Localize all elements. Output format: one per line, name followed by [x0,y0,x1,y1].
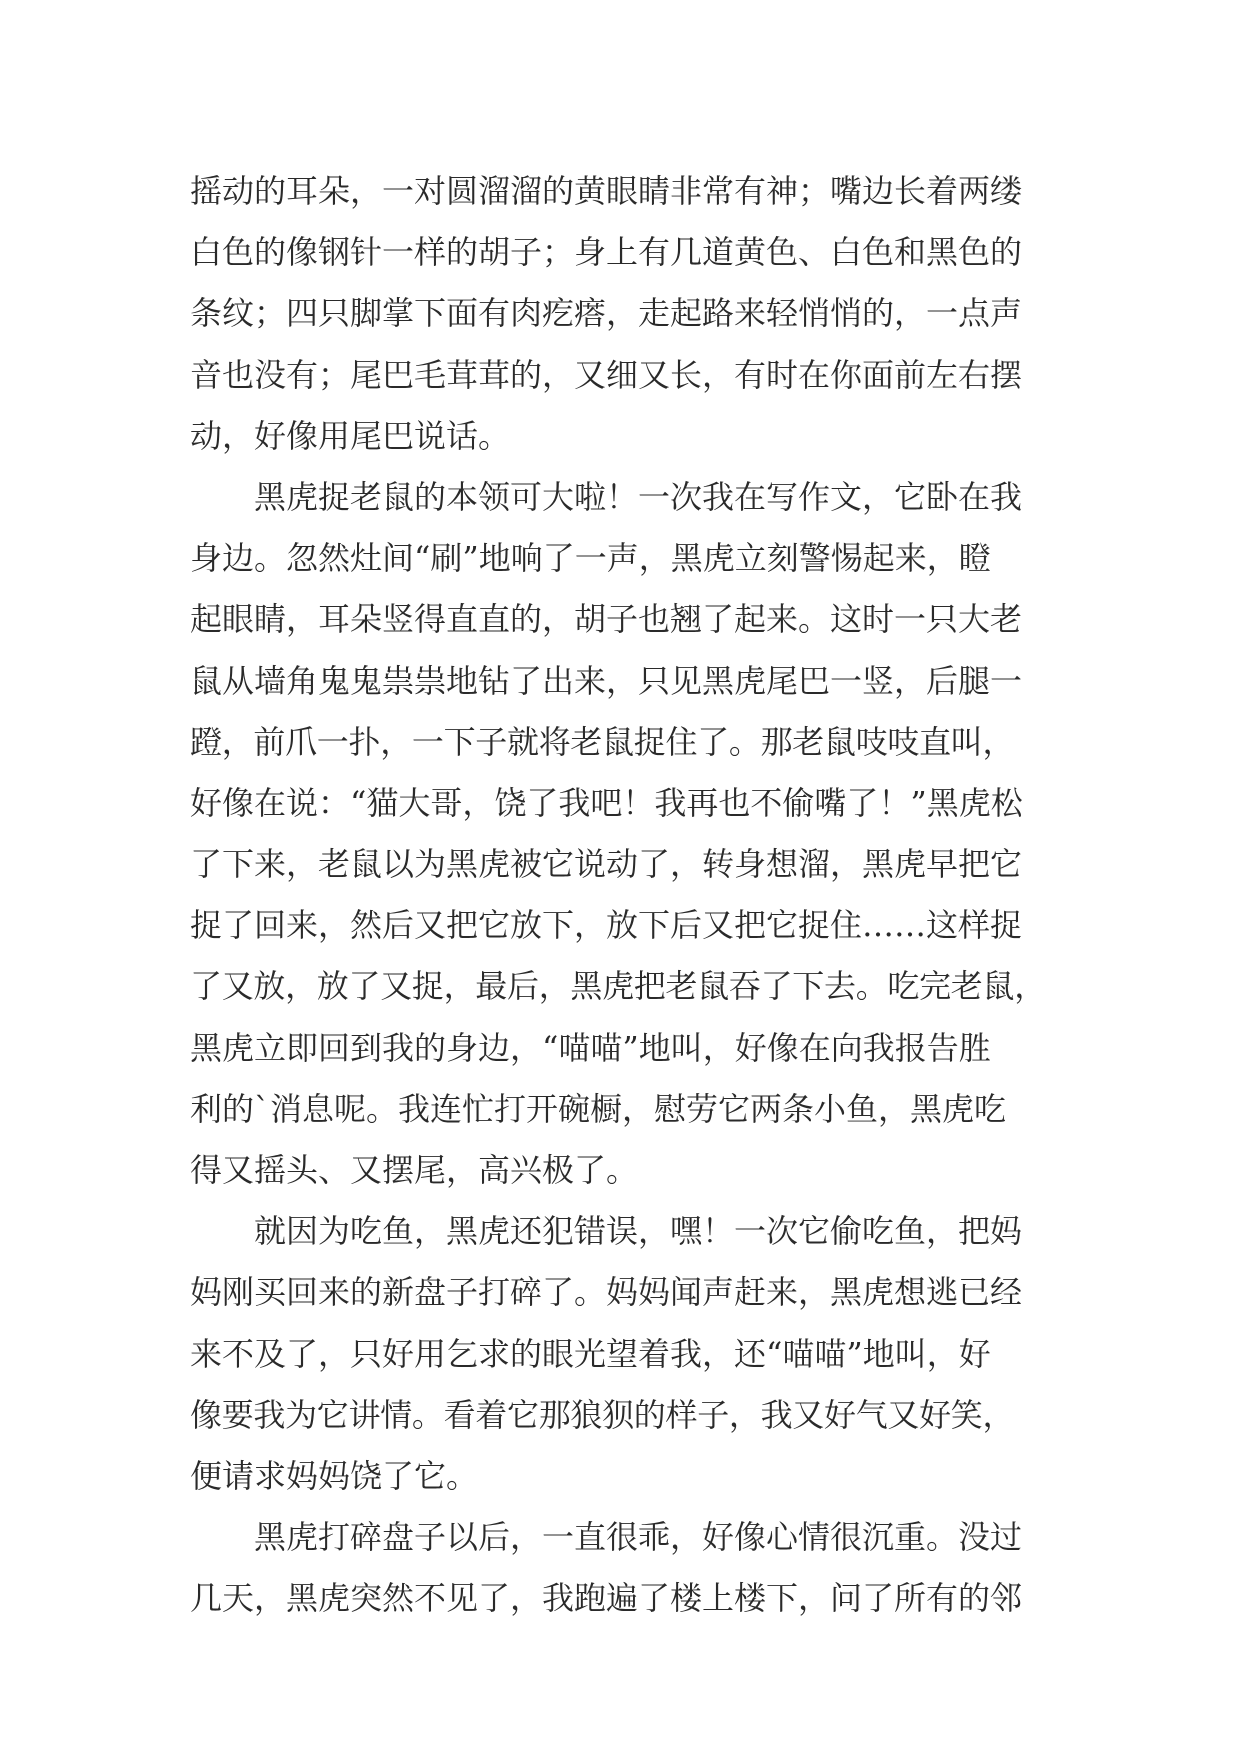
text-line: 妈刚买回来的新盘子打碎了。妈妈闻声赶来，黑虎想逃已经 [190,1273,1023,1312]
text-line: 黑虎立即回到我的身边，“喵喵”地叫，好像在向我报告胜 [190,1028,991,1067]
paragraph-3 [190,1201,1060,1507]
text-line: 捉了回来，然后又把它放下，放下后又把它捉住……这样捉 [190,906,1023,945]
text-line-first: 黑虎捉老鼠的本领可大啦！一次我在写作文，它卧在我 [254,477,1023,516]
text-line: 了又放，放了又捉，最后，黑虎把老鼠吞了下去。吃完老鼠， [190,967,1046,1006]
text-line: 起眼睛，耳朵竖得直直的，胡子也翘了起来。这时一只大老 [190,600,1023,639]
paragraph-2 [190,467,1060,1201]
text-line: 了下来，老鼠以为黑虎被它说动了，转身想溜，黑虎早把它 [190,845,1023,884]
text-line: 得又摇头、又摆尾，高兴极了。 [190,1151,639,1189]
text-line: 白色的像钢针一样的胡子；身上有几道黄色、白色和黑色的 [190,233,1023,272]
paragraph-4 [190,1507,1060,1629]
text-line: 来不及了，只好用乞求的眼光望着我，还“喵喵”地叫，好 [190,1334,991,1373]
text-line: 鼠从墙角鬼鬼祟祟地钻了出来，只见黑虎尾巴一竖，后腿一 [190,661,1023,700]
text-line: 几天，黑虎突然不见了，我跑遍了楼上楼下，问了所有的邻 [190,1579,1023,1618]
text-line-first: 就因为吃鱼，黑虎还犯错误，嘿！一次它偷吃鱼，把妈 [254,1212,1023,1251]
document-body [190,161,1060,1630]
paragraph-1 [190,161,1060,467]
text-line: 条纹；四只脚掌下面有肉疙瘩，走起路来轻悄悄的，一点声 [190,294,1023,333]
text-line: 好像在说：“猫大哥，饶了我吧！我再也不偷嘴了！”黑虎松 [190,783,1023,822]
text-line: 便请求妈妈饶了它。 [190,1456,479,1495]
text-line: 蹬，前爪一扑，一下子就将老鼠捉住了。那老鼠吱吱直叫， [190,722,1015,761]
text-line: 动，好像用尾巴说话。 [190,416,511,455]
text-line: 音也没有；尾巴毛茸茸的，又细又长，有时在你面前左右摆 [190,355,1023,394]
text-line-first: 黑虎打碎盘子以后，一直很乖，好像心情很沉重。没过 [254,1518,1023,1557]
text-line: 利的`消息呢。我连忙打开碗橱，慰劳它两条小鱼，黑虎吃 [190,1089,1007,1128]
text-line: 身边。忽然灶间“刷”地响了一声，黑虎立刻警惕起来，瞪 [190,539,991,578]
text-line: 像要我为它讲情。看着它那狼狈的样子，我又好气又好笑， [190,1395,1015,1434]
text-line: 摇动的耳朵，一对圆溜溜的黄眼睛非常有神；嘴边长着两缕 [190,172,1023,210]
